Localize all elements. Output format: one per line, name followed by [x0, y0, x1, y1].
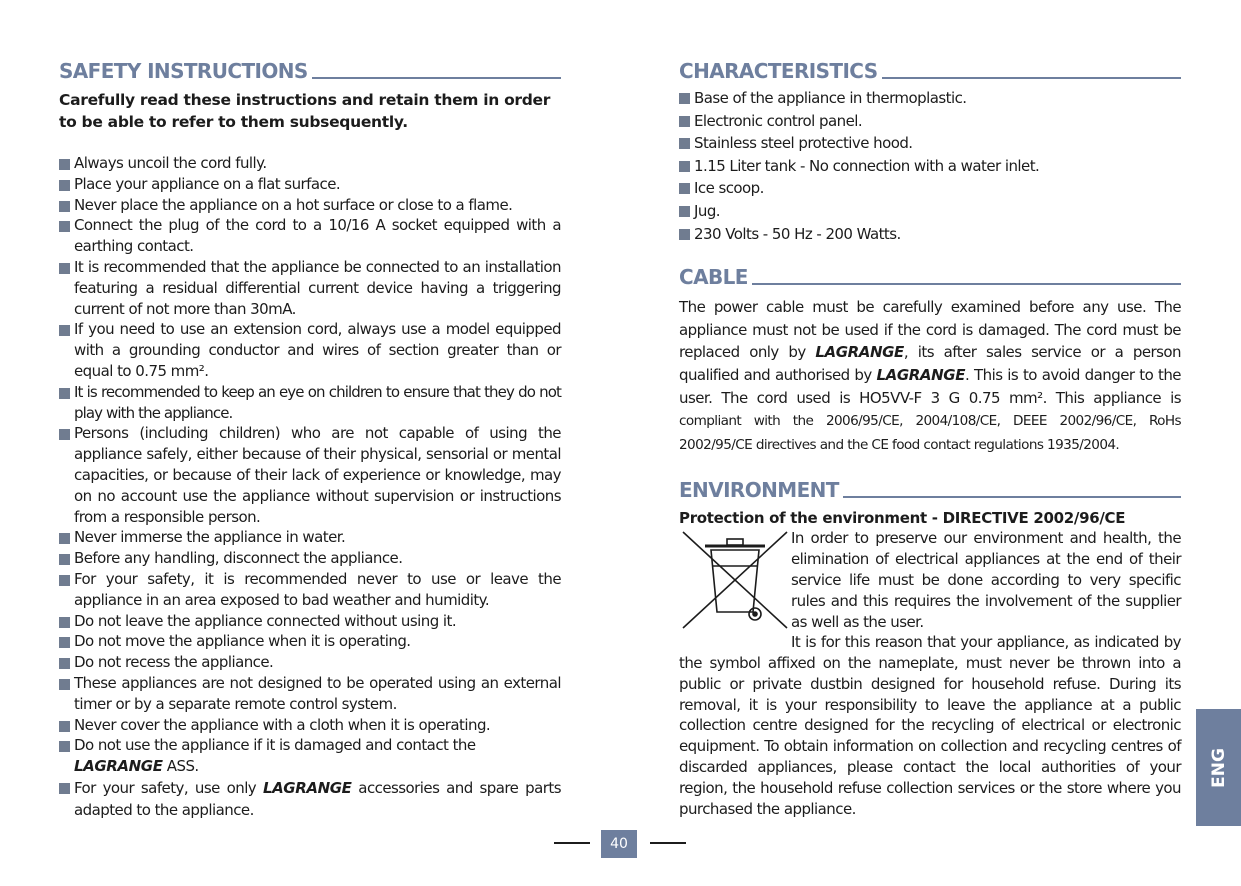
list-item: It is recommended that the appliance be connected to an installation featuring a residual differential current device having a triggering current of not more than 30mA.: [59, 257, 561, 319]
list-item: Jug.: [679, 200, 1181, 223]
pager-rule-right: [650, 842, 686, 844]
brand-name: LAGRANGE: [815, 343, 904, 362]
list-item: Do not move the appliance when it is operating.: [59, 631, 561, 652]
square-bullet-icon: [59, 554, 70, 565]
list-item: Electronic control panel.: [679, 110, 1181, 133]
list-item: Base of the appliance in thermoplastic.: [679, 87, 1181, 110]
square-bullet-icon: [59, 429, 70, 440]
environment-subheading: Protection of the environment - DIRECTIVE 2002/96/CE: [679, 509, 1126, 528]
list-item: Persons (including children) who are not capable of using the appliance safely, either because of their physical, sensorial or mental capacities, or because of their lack of experience or knowledge, may on no account use the appliance without supervision or instructions from a responsible person.: [59, 423, 561, 527]
pager-rule-left: [554, 842, 590, 844]
list-item: Place your appliance on a flat surface.: [59, 174, 561, 195]
cable-heading: CABLE: [679, 261, 1181, 289]
square-bullet-icon: [679, 138, 690, 149]
square-bullet-icon: [59, 159, 70, 170]
list-item: Never immerse the appliance in water.: [59, 527, 561, 548]
environment-text: [679, 528, 1181, 819]
environment-paragraph: It is for this reason that your appliance, as indicated by the symbol affixed on the nameplate, must never be thrown into a public or private dustbin designed for household refuse. During its removal, it is your responsibility to leave the appliance at a public collection centre designed for the recycling of electrical or electronic equipment. To obtain information on collection and recycling centres of discarded appliances, please contact the local authorities of your region, the household refuse collection services or the store where you purchased the appliance.: [679, 633, 1181, 818]
environment-paragraph: In order to preserve our environment and health, the elimination of electrical appliances at the end of their service life must be done according to very specific rules and this requires the involvement of the supplier as well as the user.: [791, 529, 1181, 631]
language-label: ENG: [1208, 747, 1229, 788]
square-bullet-icon: [59, 575, 70, 586]
characteristics-heading: CHARACTERISTICS: [679, 55, 1181, 83]
list-item: For your safety, use only LAGRANGE accessories and spare parts adapted to the appliance.: [59, 777, 561, 821]
list-item: For your safety, it is recommended never to use or leave the appliance in an area exposed to bad weather and humidity.: [59, 569, 561, 611]
list-item: These appliances are not designed to be operated using an external timer or by a separate remote control system.: [59, 673, 561, 715]
list-item: Never place the appliance on a hot surface or close to a flame.: [59, 195, 561, 216]
square-bullet-icon: [59, 721, 70, 732]
heading-rule: [843, 496, 1181, 498]
list-item: Do not leave the appliance connected without using it.: [59, 611, 561, 632]
list-item: Connect the plug of the cord to a 10/16 A socket equipped with a earthing contact.: [59, 215, 561, 257]
safety-intro: Carefully read these instructions and retain them in order to be able to refer to them subsequently.: [59, 91, 551, 131]
list-item: Ice scoop.: [679, 177, 1181, 200]
crossed-out-wheelie-bin-icon: [679, 528, 791, 632]
square-bullet-icon: [679, 183, 690, 194]
square-bullet-icon: [679, 229, 690, 240]
square-bullet-icon: [59, 533, 70, 544]
list-item: 1.15 Liter tank - No connection with a water inlet.: [679, 155, 1181, 178]
list-item: 230 Volts - 50 Hz - 200 Watts.: [679, 223, 1181, 246]
page-number-bar: [554, 830, 686, 858]
list-item: Do not recess the appliance.: [59, 652, 561, 673]
safety-heading: SAFETY INSTRUCTIONS: [59, 55, 561, 83]
list-item: It is recommended to keep an eye on children to ensure that they do not play with the appliance.: [59, 382, 561, 424]
square-bullet-icon: [679, 93, 690, 104]
safety-section: [59, 55, 561, 821]
square-bullet-icon: [59, 679, 70, 690]
safety-list: [59, 153, 561, 821]
brand-name: LAGRANGE: [262, 778, 352, 797]
square-bullet-icon: [59, 783, 70, 794]
square-bullet-icon: [59, 180, 70, 191]
brand-name: LAGRANGE: [876, 365, 966, 384]
square-bullet-icon: [59, 617, 70, 628]
right-column: [679, 55, 1181, 819]
list-item: Do not use the appliance if it is damaged and contact the LAGRANGE ASS.: [59, 735, 561, 777]
list-item: If you need to use an extension cord, always use a model equipped with a grounding conductor and wires of section greater than or equal to 0.75 mm².: [59, 319, 561, 381]
heading-rule: [882, 77, 1181, 79]
cable-text: The power cable must be carefully examined before any use. The appliance must not be used if the cord is damaged. The cord must be replaced only by LAGRANGE, its after sales service or a person qualified and authorised by LAGRANGE. This is to avoid danger to the user. The cord used is HO5VV-F 3 G 0.75 mm². This appliance is compliant with the 2006/95/CE, 2004/108/CE, DEEE 2002/96/CE, RoHs 2002/95/CE directives and the CE food contact regulations 1935/2004.: [679, 298, 1182, 453]
square-bullet-icon: [59, 637, 70, 648]
environment-heading: ENVIRONMENT: [679, 474, 1181, 502]
list-item: Always uncoil the cord fully.: [59, 153, 561, 174]
brand-name: LAGRANGE: [74, 757, 163, 776]
page-number: 40: [601, 830, 637, 858]
characteristics-list: [679, 87, 1181, 245]
heading-rule: [312, 77, 561, 79]
square-bullet-icon: [59, 741, 70, 752]
list-item: Never cover the appliance with a cloth when it is operating.: [59, 715, 561, 736]
square-bullet-icon: [679, 206, 690, 217]
square-bullet-icon: [59, 263, 70, 274]
square-bullet-icon: [59, 221, 70, 232]
list-item: Before any handling, disconnect the appliance.: [59, 548, 561, 569]
square-bullet-icon: [679, 116, 690, 127]
square-bullet-icon: [59, 658, 70, 669]
square-bullet-icon: [59, 201, 70, 212]
square-bullet-icon: [679, 161, 690, 172]
language-tab: [1196, 709, 1241, 826]
heading-rule: [752, 283, 1181, 285]
list-item: Stainless steel protective hood.: [679, 132, 1181, 155]
square-bullet-icon: [59, 388, 70, 399]
square-bullet-icon: [59, 325, 70, 336]
